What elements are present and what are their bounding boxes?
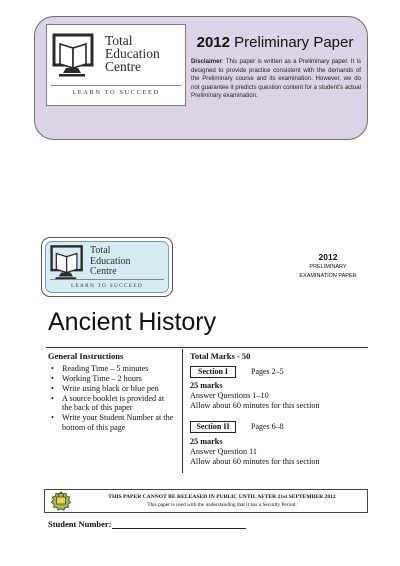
paper-title-year: 2012: [196, 34, 230, 51]
tec-logo-top: [46, 24, 186, 106]
column-divider: [182, 349, 183, 473]
tec-logo-cover: [41, 237, 173, 297]
section-1-label: Section I: [190, 366, 236, 378]
section-1-pages: Pages 2–5: [251, 367, 284, 376]
logo-name: [90, 246, 131, 278]
logo-name-line: Education: [90, 255, 131, 267]
monitor-book-icon: [51, 32, 101, 80]
logo-tagline: LEARN TO SUCCEED: [72, 89, 160, 96]
section-2-line: Answer Question 11: [190, 447, 258, 456]
section-1-line: Answer Questions 1–10: [190, 391, 269, 400]
instruction-item: • Reading Time – 5 minutes: [48, 364, 176, 373]
subject-title: Ancient History: [48, 308, 217, 336]
notice-line2: This paper is used with the understanding that it has a Security Period.: [147, 502, 297, 508]
disclaimer: [191, 58, 361, 101]
logo-name-line: Total: [105, 33, 133, 48]
instruction-item: • A source booklet is provided at the back of this paper: [48, 394, 176, 413]
notice-line1: THIS PAPER CANNOT BE RELEASED IN PUBLIC UNTIL AFTER 21st SEPTEMBER 2012: [108, 494, 336, 500]
paper-title: [190, 34, 360, 51]
student-number-label: Student Number:: [48, 519, 112, 529]
monitor-book-icon: [49, 244, 89, 282]
total-marks-heading: Total Marks - 50: [190, 351, 251, 361]
section-2-marks: 25 marks: [190, 437, 223, 446]
logo-name-line: Centre: [90, 266, 117, 277]
paper-title-rest: Preliminary Paper: [234, 34, 354, 51]
logo-name: [105, 34, 181, 73]
instruction-item: • Write using black or blue pen: [48, 384, 176, 393]
instruction-item: • Working Time – 2 hours: [48, 374, 176, 383]
disclaimer-text: : This paper is written as a Preliminary paper. It is designed to provide practice consistent with the demands of the Preliminary course and its examination. However, we do not guarantee it predicts question content for a student's actual Preliminary examination.: [191, 58, 361, 100]
logo-name-line: Centre: [105, 59, 141, 74]
instructions-heading: General Instructions: [48, 351, 124, 361]
logo-divider: [51, 85, 181, 86]
section-2-line: Allow about 60 minutes for this section: [190, 457, 320, 466]
security-notice: [44, 489, 368, 513]
disclaimer-label: Disclaimer: [191, 58, 222, 65]
instruction-item: • Write your Student Number at the bottom of this page: [48, 413, 176, 432]
instructions-list: [48, 364, 176, 433]
section-1-marks: 25 marks: [190, 381, 223, 390]
logo-name-line: Education: [105, 46, 160, 61]
exam-header: [284, 251, 372, 280]
logo-name-line: Total: [90, 245, 111, 256]
section-2-label: Section II: [190, 421, 236, 433]
title-divider: [46, 347, 368, 348]
student-number-field[interactable]: [112, 528, 246, 529]
logo-divider: [50, 279, 164, 280]
security-seal-icon: [49, 491, 73, 511]
section-1-line: Allow about 60 minutes for this section: [190, 401, 320, 410]
section-2-pages: Pages 6–8: [251, 422, 284, 431]
exam-year: 2012: [318, 252, 338, 262]
logo-tagline: LEARN TO SUCCEED: [70, 283, 144, 289]
exam-type-line2: EXAMINATION PAPER: [299, 272, 357, 279]
exam-type-line1: PRELIMINARY: [309, 264, 347, 270]
